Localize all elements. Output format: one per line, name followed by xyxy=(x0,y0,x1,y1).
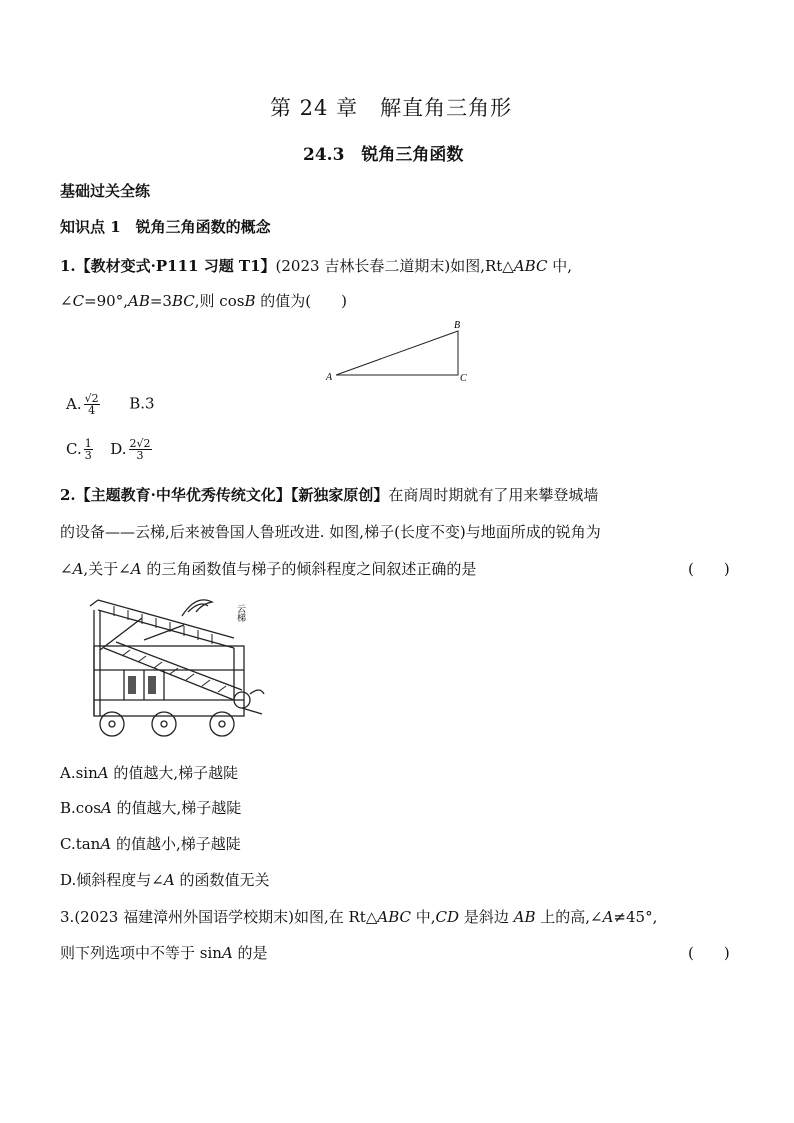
q2-option-a-pre: A.sin xyxy=(60,764,98,782)
q3-text-a: 如图,在 Rt△ xyxy=(293,908,378,926)
q2-line2: 的设备——云梯,后来被鲁国人鲁班改进. 如图,梯子(长度不变)与地面所成的锐角为 xyxy=(60,523,601,541)
q1-option-a[interactable] xyxy=(66,392,102,417)
fraction-denominator: 4 xyxy=(88,404,96,417)
q2-line3 xyxy=(60,558,476,579)
q2-option-b-post: 的值越大,梯子越陡 xyxy=(111,799,242,817)
q2-option-b-pre: B.cos xyxy=(60,799,101,817)
triangle-abc xyxy=(336,331,458,375)
q3-text-c: 是斜边 xyxy=(459,908,514,926)
fraction-numerator: 2√2 xyxy=(129,437,151,450)
q3-cd: CD xyxy=(435,908,460,926)
q1-option-d-fraction xyxy=(129,438,152,461)
heading-knowledge-point: 知识点 1 锐角三角函数的概念 xyxy=(60,218,271,236)
q1-option-d[interactable] xyxy=(110,437,153,462)
q3-line2-a: 则下列选项中不等于 sin xyxy=(60,944,222,962)
q1-line1 xyxy=(60,255,572,276)
q1-ask: 的值为( ) xyxy=(255,292,347,310)
q3-text-b: 中, xyxy=(411,908,436,926)
q3-number: 3. xyxy=(60,908,75,926)
q3-source: (2023 福建漳州外国语学校期末) xyxy=(74,908,294,926)
q3-var-a: A xyxy=(602,908,614,926)
fraction-numerator: √2 xyxy=(84,392,99,405)
q2-option-a-post: 的值越大,梯子越陡 xyxy=(108,764,239,782)
label-a: A xyxy=(326,372,333,383)
q2-var-a2: A xyxy=(130,560,142,578)
illustration-caption: 云梯 xyxy=(235,604,245,622)
fraction-denominator: 3 xyxy=(136,449,144,462)
q3-ab: AB xyxy=(513,908,536,926)
q2-option-c[interactable] xyxy=(60,833,241,854)
q1-var-ab: AB xyxy=(128,292,150,310)
q1-option-a-label: A. xyxy=(66,394,82,413)
fraction-numerator: 1 xyxy=(84,437,92,450)
q3-line1 xyxy=(60,906,657,927)
q1-option-b[interactable]: B.3 xyxy=(129,394,155,413)
q1-var-b: B xyxy=(244,292,256,310)
q2-option-a-var: A xyxy=(97,764,109,782)
section-title: 24.3 锐角三角函数 xyxy=(303,145,464,165)
q1-options-row2 xyxy=(66,438,154,461)
q2-option-c-post: 的值越小,梯子越陡 xyxy=(111,835,241,853)
q2-angle1: ∠ xyxy=(60,560,73,578)
chapter-title: 第 24 章 解直角三角形 xyxy=(270,96,513,120)
q1-var-bc: BC xyxy=(171,292,195,310)
q3-abc: ABC xyxy=(377,908,411,926)
q1-cos: ,则 cos xyxy=(194,292,245,310)
q1-option-d-label: D. xyxy=(110,439,127,458)
q2-text-c: 的三角函数值与梯子的倾斜程度之间叙述正确的是 xyxy=(141,560,477,578)
q2-line1-rest: 在商周时期就有了用来攀登城墙 xyxy=(388,486,599,504)
q1-var-c: C xyxy=(72,292,85,310)
q2-option-d-post: 的函数值无关 xyxy=(174,871,270,889)
q2-option-d-pre: D.倾斜程度与∠ xyxy=(60,871,164,889)
q1-line2 xyxy=(60,290,347,311)
fraction-denominator: 3 xyxy=(84,449,92,462)
q3-text-e: ≠45°, xyxy=(613,908,658,926)
q2-line1 xyxy=(60,484,598,505)
q1-eq1: =90°, xyxy=(84,292,128,310)
q3-line2-b: 的是 xyxy=(232,944,268,962)
q1-options-row1 xyxy=(66,393,155,416)
q2-text-b: ,关于∠ xyxy=(83,560,131,578)
q1-source: (2023 吉林长春二道期末) xyxy=(275,257,451,275)
q3-var-a2: A xyxy=(221,944,233,962)
q1-angle: ∠ xyxy=(60,292,73,310)
q1-triangle-figure xyxy=(322,318,472,386)
q1-tag: 【教材变式·P111 习题 T1】 xyxy=(75,257,276,275)
cloud-ladder-illustration xyxy=(84,590,266,746)
q1-number: 1. xyxy=(60,257,76,275)
q2-option-c-pre: C.tan xyxy=(60,835,101,853)
q1-eq2: =3 xyxy=(149,292,172,310)
q2-option-d-var: A xyxy=(163,871,175,889)
q2-option-b-var: A xyxy=(100,799,112,817)
q1-option-c-label: C. xyxy=(66,439,82,458)
label-c: C xyxy=(460,373,467,384)
q2-tag: 【主题教育·中华优秀传统文化】【新独家原创】 xyxy=(75,486,389,504)
heading-basic: 基础过关全练 xyxy=(60,182,151,200)
q2-option-c-var: A xyxy=(100,835,112,853)
q2-option-d[interactable] xyxy=(60,869,269,890)
q1-abc: ABC xyxy=(513,257,548,275)
q1-text-a: 如图,Rt△ xyxy=(450,257,514,275)
q2-answer-paren: ( ) xyxy=(688,560,730,578)
q1-option-a-fraction xyxy=(84,393,100,416)
q2-number: 2. xyxy=(60,486,76,504)
q2-var-a1: A xyxy=(72,560,84,578)
q3-text-d: 上的高,∠ xyxy=(535,908,603,926)
q3-answer-paren: ( ) xyxy=(688,944,730,962)
q1-text-b: 中, xyxy=(547,257,572,275)
label-b: B xyxy=(454,320,461,331)
q1-option-c[interactable] xyxy=(66,437,95,462)
q2-option-a[interactable] xyxy=(60,762,238,783)
q3-line2 xyxy=(60,942,268,963)
q1-option-c-fraction xyxy=(84,438,93,461)
q2-option-b[interactable] xyxy=(60,797,241,818)
